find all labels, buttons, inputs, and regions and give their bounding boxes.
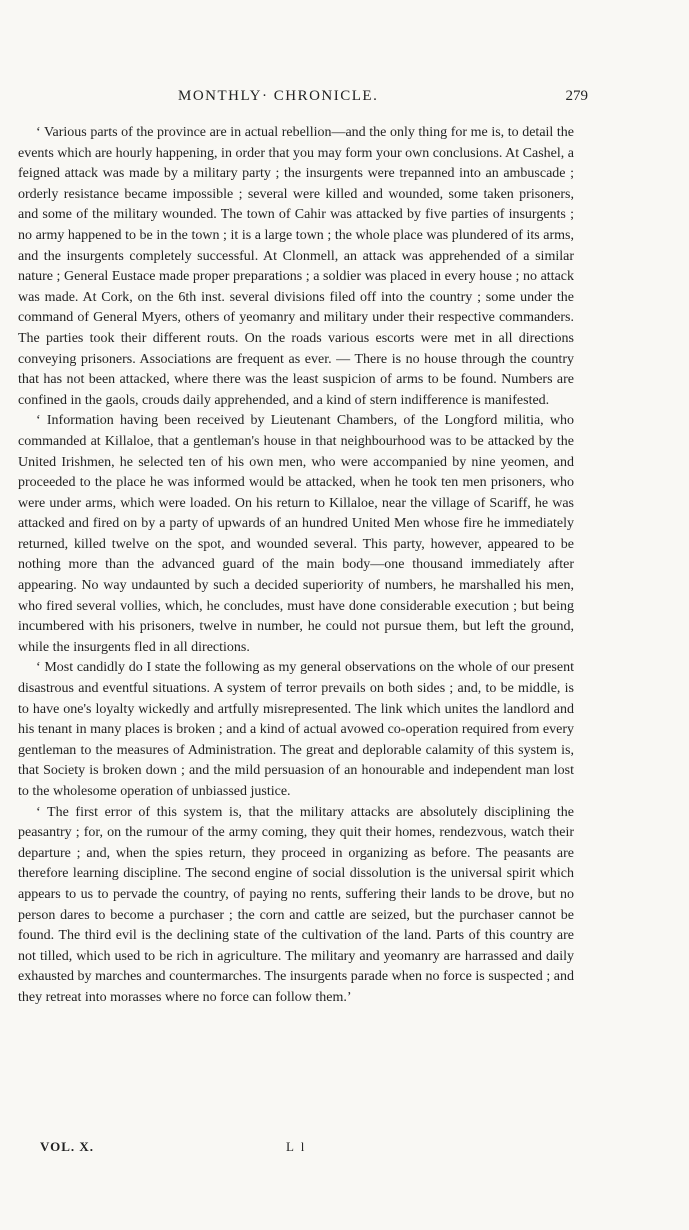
paragraph: ‘ Most candidly do I state the following as my general observations on the whole of our present disastrous and eventful situations. A system of terror prevails on both sides ; and, to be middle, is to have one's loyalty wickedly and artfully misrepresented. The link which unites the landlord and his tenant in many places is broken ; and a kind of actual avowed co-operation required from every gentleman to the measures of Administration. The great and deplorable calamity of this system is, that Society is broken down ; and the mild persuasion of an honourable and independent man lost to the wholesome operation of unbiassed justice. [18, 660, 574, 799]
volume-signature: VOL. X. [40, 1139, 95, 1154]
paragraph: ‘ Information having been received by Lieutenant Chambers, of the Longford militia, who commanded at Killaloe, that a gentleman's house in that neighbourhood was to be attacked by the United Irishmen, he selected ten of his own men, who were accompanied by nine yeomen, and proceeded to the place he was informed would be attacked, when he took ten men prisoners, who were under arms, which were loaded. On his return to Killaloe, near the village of Scariff, he was attacked and fired on by a party of upwards of an hundred United Men whose fire he immediately returned, killed twelve on the spot, and wounded several. This party, however, appeared to be nothing more than the advanced guard of the main body—one thousand immediately after appearing. No way undaunted by such a decided superiority of numbers, he marshalled his men, who fired several vollies, which, he concludes, must have done considerable execution ; but being incumbered with his prisoners, twelve in number, he could not pursue them, but left the ground, while the insurgents fled in all directions. [18, 413, 574, 655]
page-header [18, 88, 588, 112]
sheet-signature-mark: L l [286, 1139, 307, 1154]
page-footer [40, 1139, 340, 1161]
running-head: MONTHLY· CHRONICLE. [178, 88, 379, 104]
page-number: 279 [565, 88, 588, 104]
paragraph: ‘ Various parts of the province are in actual rebellion—and the only thing for me is, to detail the events which are hourly happening, in order that you may form your own conclusions. At Cashel, a feigned attack was made by a military party ; the insurgents were trepanned into an ambuscade ; orderly resistance became impossible ; several were killed and wounded, some taken prisoners, and some of the military wounded. The town of Cahir was attacked by five parties of insurgents ; no army happened to be in the town ; it is a large town ; the whole place was plundered of its arms, and the insurgents completely successful. At Clonmell, an attack was apprehended of a similar nature ; General Eustace made proper preparations ; a soldier was placed in every house ; no attack was made. At Cork, on the 6th inst. several divisions filed off into the country ; some under the command of General Myers, others of yeomanry and military under their respective commanders. The parties took their different routs. On the roads various escorts were met in all directions conveying prisoners. Associations are frequent as ever. — There is no house through the country that has not been attacked, where there was the least suspicion of arms to be found. Numbers are confined in the gaols, crouds daily apprehended, and a kind of stern indifference is manifested. [18, 125, 574, 408]
paragraph: ‘ The first error of this system is, that the military attacks are absolutely disciplining the peasantry ; for, on the rumour of the army coming, they quit their homes, rendezvous, watch their departure ; and, when the spies return, they proceed in organizing as before. The peasants are therefore learning discipline. The second engine of social dissolution is the universal spirit which appears to us to pervade the country, of paying no rents, suffering their lands to be drove, but no person dares to become a purchaser ; the corn and cattle are seized, but the purchaser cannot be found. The third evil is the declining state of the cultivation of the land. Parts of this country are not tilled, which used to be rich in agriculture. The military and yeomanry are harrassed and daily exhausted by marches and countermarches. The insurgents parade when no force is suspected ; and they retreat into morasses where no force can follow them.’ [18, 804, 574, 1005]
body-text [18, 123, 574, 1009]
